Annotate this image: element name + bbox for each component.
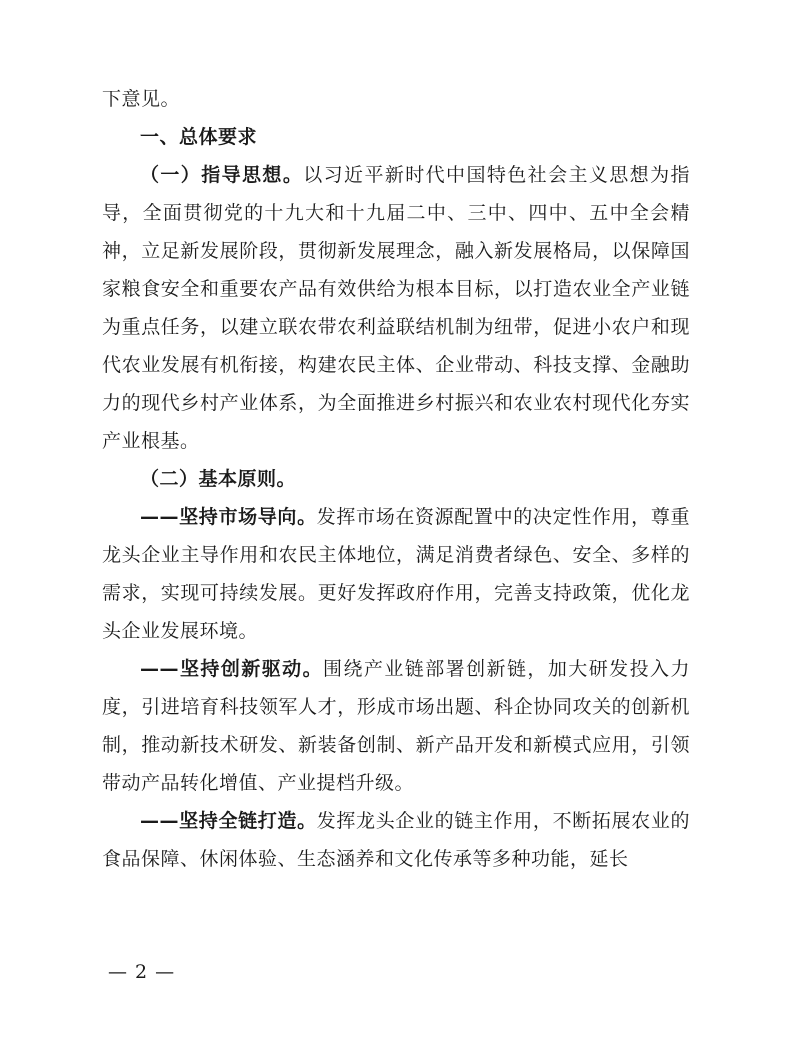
document-body	[102, 80, 690, 878]
paragraph-lead: ——坚持市场导向。	[140, 506, 317, 528]
subsection-heading	[102, 460, 690, 498]
page-number: — 2 —	[108, 961, 176, 983]
paragraph-lead: ——坚持创新驱动。	[140, 658, 324, 680]
paragraph-text: 发挥龙头企业的链主作用，不断拓展农业的食品保障、休闲体验、生态涵养和文化传承等多种功能，延长	[102, 810, 690, 870]
paragraph-guiding-ideology	[102, 156, 690, 460]
paragraph-full-chain	[102, 802, 690, 878]
paragraph-lead: ——坚持全链打造。	[140, 810, 317, 832]
paragraph-text: 围绕产业链部署创新链，加大研发投入力度，引进培育科技领军人才，形成市场出题、科企协同攻关的创新机制，推动新技术研发、新装备创制、新产品开发和新模式应用，引领带动产品转化增值、产业提档升级。	[102, 658, 690, 794]
paragraph-market-orientation	[102, 498, 690, 650]
paragraph-innovation-driven	[102, 650, 690, 802]
paragraph-text: 发挥市场在资源配置中的决定性作用，尊重龙头企业主导作用和农民主体地位，满足消费者绿色、安全、多样的需求，实现可持续发展。更好发挥政府作用，完善支持政策，优化龙头企业发展环境。	[102, 506, 690, 642]
paragraph-continuation	[102, 80, 690, 118]
heading-text: 一、总体要求	[140, 126, 258, 148]
paragraph-text: 以习近平新时代中国特色社会主义思想为指导，全面贯彻党的十九大和十九届二中、三中、四中、五中全会精神，立足新发展阶段，贯彻新发展理念，融入新发展格局，以保障国家粮食安全和重要农产品有效供给为根本目标，以打造农业全产业链为重点任务，以建立联农带农利益联结机制为纽带，促进小农户和现代农业发展有机衔接，构建农民主体、企业带动、科技支撑、金融助力的现代乡村产业体系，为全面推进乡村振兴和农业农村现代化夯实产业根基。	[102, 164, 690, 452]
paragraph-lead: （一）指导思想。	[140, 164, 304, 186]
section-heading	[102, 118, 690, 156]
paragraph-text: 下意见。	[102, 88, 181, 110]
heading-text: （二）基本原则。	[140, 468, 297, 490]
